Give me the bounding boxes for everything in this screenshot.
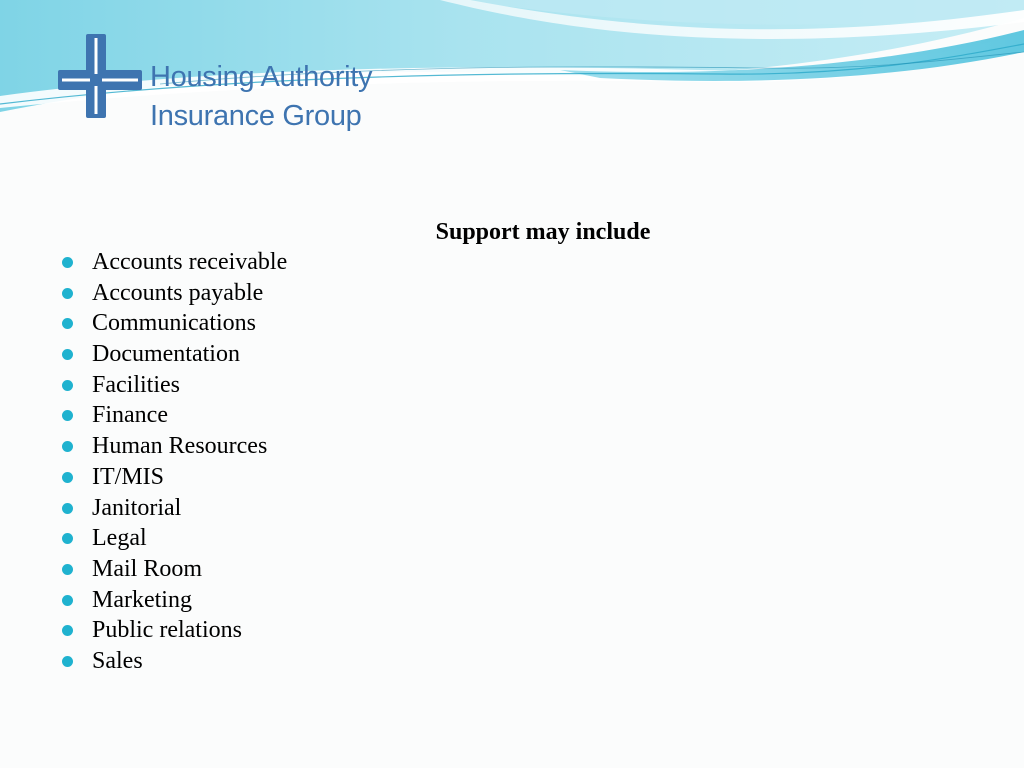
company-logo: [58, 34, 418, 144]
list-item: [62, 585, 287, 616]
list-item: [62, 462, 287, 493]
logo-cross-icon: [58, 34, 146, 122]
list-item: [62, 431, 287, 462]
logo-text-line-2: Insurance Group: [150, 100, 362, 132]
list-item: [62, 308, 287, 339]
bullet-icon: [62, 257, 73, 268]
bullet-icon: [62, 318, 73, 329]
list-item: [62, 370, 287, 401]
bullet-icon: [62, 595, 73, 606]
list-item: [62, 554, 287, 585]
list-item: [62, 278, 287, 309]
list-item-label: Legal: [92, 525, 147, 552]
support-list: [62, 247, 287, 677]
list-item: [62, 646, 287, 677]
bullet-icon: [62, 533, 73, 544]
list-item-label: Finance: [92, 402, 168, 429]
list-item: [62, 493, 287, 524]
bullet-icon: [62, 441, 73, 452]
list-item: [62, 339, 287, 370]
bullet-icon: [62, 625, 73, 636]
bullet-icon: [62, 288, 73, 299]
list-item-label: Documentation: [92, 341, 240, 368]
list-item-label: Janitorial: [92, 494, 182, 521]
list-item: [62, 247, 287, 278]
list-item-label: Marketing: [92, 586, 192, 613]
slide-heading: Support may include: [435, 219, 651, 245]
list-item-label: Mail Room: [92, 555, 203, 582]
bullet-icon: [62, 380, 73, 391]
list-item-label: IT/MIS: [92, 463, 164, 490]
list-item-label: Facilities: [92, 371, 180, 398]
bullet-icon: [62, 656, 73, 667]
list-item: [62, 523, 287, 554]
bullet-icon: [62, 349, 73, 360]
list-item-label: Public relations: [92, 617, 242, 644]
list-item-label: Accounts receivable: [92, 249, 288, 275]
list-item: [62, 615, 287, 646]
bullet-icon: [62, 503, 73, 514]
bullet-icon: [62, 472, 73, 483]
bullet-icon: [62, 410, 73, 421]
logo-text-line-1: Housing Authority: [150, 61, 373, 93]
list-item-label: Sales: [92, 647, 143, 674]
list-item-label: Communications: [92, 310, 256, 337]
list-item: [62, 400, 287, 431]
list-item-label: Human Resources: [92, 433, 268, 460]
bullet-icon: [62, 564, 73, 575]
list-item-label: Accounts payable: [92, 279, 264, 306]
